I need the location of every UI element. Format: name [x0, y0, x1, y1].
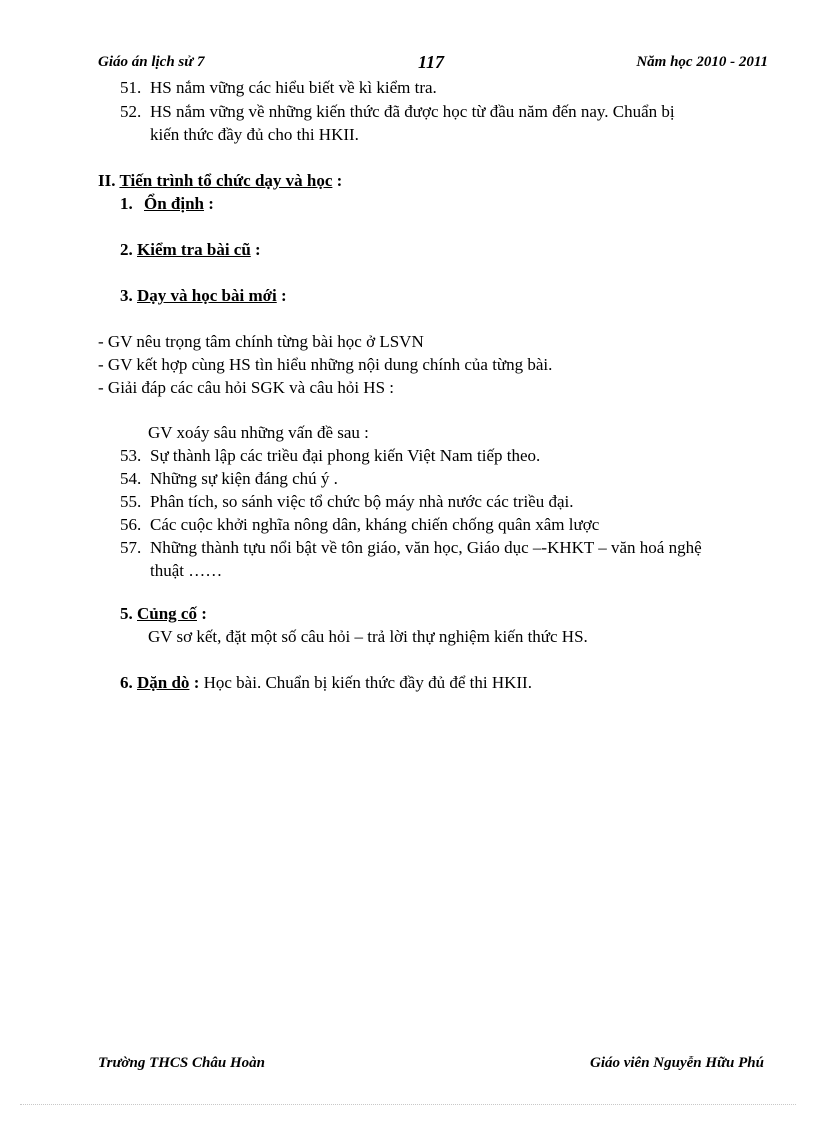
step-5-body: GV sơ kết, đặt một số câu hỏi – trả lời thự nghiệm kiến thức HS.	[148, 627, 588, 646]
header-school-year: Năm học 2010 - 2011	[636, 54, 768, 70]
step-2-heading: 2. Kiểm tra bài cũ :	[120, 240, 261, 259]
focus-item-56: 56. Các cuộc khởi nghĩa nông dân, kháng chiến chống quân xâm lược	[120, 515, 600, 534]
section-title: Tiến trình tổ chức dạy và học	[119, 171, 333, 190]
focus-item-57: 57. Những thành tựu nổi bật về tôn giáo, văn học, Giáo dục –-KHKT – văn hoá nghệ	[120, 538, 702, 557]
focus-item-57-continued: thuật ……	[150, 561, 223, 580]
bottom-dotted-rule	[20, 1104, 796, 1105]
page-number: 117	[418, 52, 445, 72]
step-6-title: Dặn dò	[137, 673, 190, 692]
bullet-item: - Giải đáp các câu hỏi SGK và câu hỏi HS :	[98, 378, 394, 397]
focus-item-53: 53. Sự thành lập các triều đại phong kiến Việt Nam tiếp theo.	[120, 446, 541, 465]
focus-intro: GV xoáy sâu những vấn đề sau :	[148, 423, 369, 442]
section-heading: II. Tiến trình tổ chức dạy và học :	[98, 171, 343, 190]
focus-item-54: 54. Những sự kiện đáng chú ý .	[120, 469, 338, 488]
objective-item-52: 52. HS nắm vững về những kiến thức đã được học từ đầu năm đến nay. Chuẩn bị	[120, 102, 675, 121]
bullet-item: - GV nêu trọng tâm chính từng bài học ở LSVN	[98, 332, 424, 351]
header-subject: Giáo án lịch sử 7	[98, 54, 205, 70]
focus-item-55: 55. Phân tích, so sánh việc tổ chức bộ máy nhà nước các triều đại.	[120, 492, 574, 511]
objective-item-51: 51. HS nắm vững các hiểu biết về kì kiểm tra.	[120, 78, 437, 97]
footer-school: Trường THCS Châu Hoàn	[98, 1055, 265, 1071]
objective-item-52-continued: kiến thức đầy đủ cho thi HKII.	[150, 125, 359, 144]
step-3-heading: 3. Dạy và học bài mới :	[120, 286, 287, 305]
page-header	[98, 52, 768, 74]
step-5-heading: 5. Củng cố :	[120, 604, 207, 623]
step-6-body: Học bài. Chuẩn bị kiến thức đầy đủ để thi HKII.	[199, 673, 532, 692]
bullet-item: - GV kết hợp cùng HS tìn hiểu những nội dung chính của từng bài.	[98, 355, 553, 374]
step-6-line: 6. Dặn dò : Học bài. Chuẩn bị kiến thức đầy đủ để thi HKII.	[120, 673, 532, 692]
step-1-heading: 1. Ổn định :	[120, 194, 214, 213]
footer-teacher: Giáo viên Nguyễn Hữu Phú	[589, 1055, 764, 1071]
